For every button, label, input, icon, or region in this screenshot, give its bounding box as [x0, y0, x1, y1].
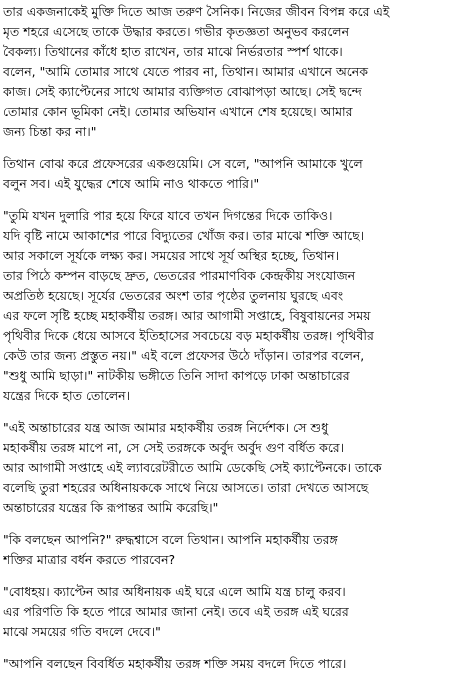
- text-line: মাঝে সময়ের গতি বদলে দেবে।": [3, 624, 161, 639]
- text-line: তার একজনাকেই মুক্তি দিতে আজ তরুণ সৈনিক। নিজের জীবন বিপন্ন করে এই: [3, 4, 390, 19]
- text-line: বৈকল্য। তিথানের কাঁধে হাত রাখেন, তার মাঝে নির্ভরতার স্পর্শ থাকে।: [3, 44, 343, 59]
- text-line: "এই অন্তাচারের যন্ত্র আজ আমার মহাকর্ষীয় তরঙ্গ নির্দেশক। সে শুধু: [3, 420, 329, 435]
- text-line: "কি বলছেন আপনি?" রুদ্ধশ্বাসে বলে তিথান। আপনি মহাকর্ষীয় তরঙ্গ: [3, 532, 338, 547]
- text-line: বলেন, "আমি তোমার সাথে যেতে পারব না, তিথান। আমার এখানে অনেক: [3, 64, 368, 79]
- text-line: জন্য চিন্তা কর না।": [3, 124, 97, 139]
- text-line: মহাকর্ষীয় তরঙ্গ মাপে না, সে সেই তরঙ্গকে অর্বুদ অর্বুদ গুণ বর্ধিত করে।: [3, 440, 345, 455]
- text-line: যদি বৃষ্টি নামে আকাশের পারে বিদ্যুতের খোঁজ কর। তার মাঝে শক্তি আছে।: [3, 228, 365, 243]
- paragraph-gap: [3, 142, 452, 154]
- paragraph-1: [3, 2, 452, 142]
- text-line: আর আগামী সপ্তাহে এই ল্যাবরেটরীতে আমি ডেকেছি সেই ক্যাপ্টেনকে। তাকে: [3, 460, 382, 475]
- text-line: আর সকালে সূর্যকে লক্ষ্য কর। সময়ের সাথে সূর্য অস্থির হচ্ছে, তিথান।: [3, 248, 340, 263]
- text-line: "তুমি যখন দুলারি পার হয়ে ফিরে যাবে তখন দিগন্তের দিকে তাকিও।: [3, 208, 333, 223]
- text-line: শক্তির মাত্রার বর্ধন করতে পারবেন?: [3, 552, 176, 567]
- paragraph-gap: [3, 518, 452, 530]
- paragraph-5: [3, 530, 452, 570]
- text-line: বলুন সব। এই যুদ্ধের শেষে আমি নাও থাকতে পারি।": [3, 176, 260, 191]
- text-line: এর পরিণতি কি হতে পারে আমার জানা নেই। তবে এই তরঙ্গ এই ঘরের: [3, 604, 349, 619]
- text-line: বলেছি তুরা শহরের অধিনায়ককে সাথে নিয়ে আসতে। তারা দেখতে আসছে: [3, 480, 369, 495]
- paragraph-gap: [3, 570, 452, 582]
- paragraph-2: [3, 154, 452, 194]
- paragraph-gap: [3, 642, 452, 654]
- text-line: যন্ত্রের দিকে হাত তোলেন।: [3, 388, 131, 403]
- paragraph-3: [3, 206, 452, 406]
- paragraph-gap: [3, 406, 452, 418]
- text-line: "বোধহয়। ক্যাপ্টেন আর অধিনায়ক এই ঘরে এলে আমি যন্ত্র চালু করব।: [3, 584, 346, 599]
- text-line: তার পিঠে কম্পন বাড়ছে দ্রুত, ভেতরের পারমাণবিক কেন্দ্রকীয় সংযোজন: [3, 268, 356, 283]
- text-line: অপ্রতিষ্ঠ হয়েছে। সূর্যের ভেতরের অংশ তার পৃষ্ঠের তুলনায় ঘুরছে এবং: [3, 288, 344, 303]
- text-line: পৃথিবীর দিকে ধেয়ে আসবে ইতিহাসের সবচেয়ে বড় মহাকর্ষীয় তরঙ্গ। পৃথিবীর: [3, 328, 374, 343]
- paragraph-7: [3, 654, 452, 674]
- text-line: "শুধু আমি ছাড়া।" নাটকীয় ভঙ্গীতে তিনি সাদা কাপড়ে ঢাকা অন্তাচারের: [3, 368, 350, 383]
- paragraph-6: [3, 582, 452, 642]
- text-line: কাজ। সেই ক্যাপ্টেনের সাথে আমার ব্যক্তিগত বোঝাপড়া আছে। সেই দ্বন্দে: [3, 84, 362, 99]
- text-line: কেউ তার জন্য প্রস্তুত নয়।" এই বলে প্রফেসর উঠে দাঁড়ান। তারপর বলেন,: [3, 348, 365, 363]
- text-line: অন্তাচারের যন্ত্রের কি রূপান্তর আমি করেছি।": [3, 500, 219, 515]
- text-line: মৃত শহরে এসেছে তাকে উদ্ধার করতে। গভীর কৃতজ্ঞতা অনুভব করলেন: [3, 24, 350, 39]
- paragraph-4: [3, 418, 452, 518]
- text-line: এর ফলে সৃষ্টি হচ্ছে মহাকর্ষীয় তরঙ্গ। আর আগামী সপ্তাহে, বিষুবায়নের সময়: [3, 308, 371, 323]
- paragraph-gap: [3, 194, 452, 206]
- text-line: "আপনি বলছেন বিবর্ধিত মহাকর্ষীয় তরঙ্গ শক্তি সময় বদলে দিতে পারে।: [3, 656, 347, 671]
- text-line: তোমার কোন ভূমিকা নেই। তোমার অভিযান এখানে শেষ হয়েছে। আমার: [3, 104, 353, 119]
- text-line: তিথান বোঝ করে প্রফেসরের একগুয়েমি। সে বলে, "আপনি আমাকে খুলে: [3, 156, 363, 171]
